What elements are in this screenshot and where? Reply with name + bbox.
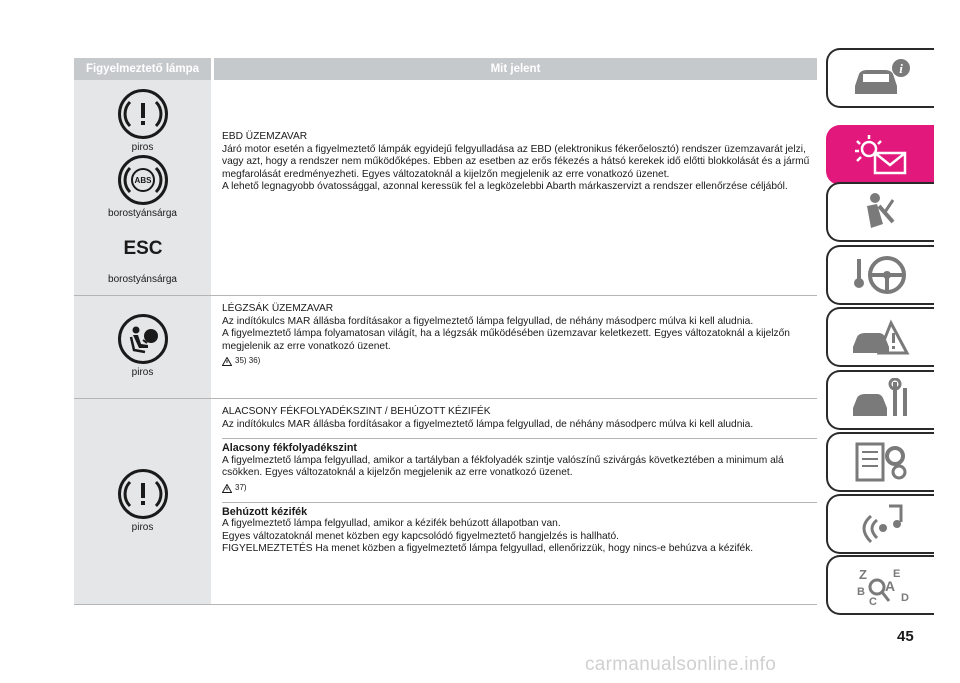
alphabetical-index-icon (849, 563, 913, 607)
refs-text: 35) 36) (235, 356, 261, 366)
svg-text:A: A (885, 578, 896, 594)
lamp-color-label: piros (131, 141, 154, 153)
row-title: LÉGZSÁK ÜZEMZAVAR (222, 303, 334, 314)
row-title: ALACSONY FÉKFOLYADÉKSZINT / BEHÚZOTT KÉZIFÉK (222, 406, 491, 417)
tab-steering-key[interactable] (826, 245, 934, 305)
tab-index[interactable] (826, 555, 934, 615)
lamp-cell (74, 399, 211, 604)
table-row-brake (74, 399, 817, 605)
seat-airbag-icon (849, 190, 913, 234)
subsection-handbrake (222, 502, 817, 556)
tab-seat-airbag[interactable] (826, 182, 934, 242)
technical-data-icon (849, 440, 913, 484)
warning-lights-message-icon (849, 133, 913, 177)
table-header (74, 58, 817, 80)
lamp-color-label: borostyánsárga (108, 207, 177, 219)
table-row-airbag (74, 296, 817, 399)
abs-icon-text: ABS (134, 175, 151, 185)
tab-warning-lights[interactable] (826, 125, 934, 185)
svg-text:i: i (899, 61, 903, 76)
esc-icon (118, 221, 168, 271)
svg-text:E: E (893, 568, 901, 580)
lamp-color-label: borostyánsárga (108, 273, 177, 285)
paragraph: A figyelmeztető lámpa folyamatosan világít, ha a légzsák működésében üzemzavar keletkezett. Egyes változatoknál a kijelzőn megjelenik az erre vonatkozó üzenet. (222, 328, 790, 352)
paragraph: A lehető legnagyobb óvatossággal, azonnal keressük fel a legközelebbi Abarth márkaszervizt a rendszer ellenőrzése céljából. (222, 181, 788, 193)
meaning-cell (214, 296, 817, 398)
lamp-color-label: piros (131, 521, 154, 533)
esc-icon-text: ESC (122, 237, 163, 259)
warning-triangle-icon (222, 357, 232, 366)
page-number: 45 (897, 628, 914, 645)
paragraph: A figyelmeztető lámpa felgyullad, amikor a tartályban a fékfolyadék szintje valószínű szivárgás következtében a minimum alá csökken. Egyes változatoknál a kijelzőn megjelenik az erre vonatkozó üzenet. (222, 454, 784, 479)
lamp-cell (74, 80, 211, 295)
steering-key-icon (849, 253, 913, 297)
paragraph: Az indítókulcs MAR állásba fordításakor a figyelmeztető lámpa felgyullad, de néhány másodperc múlva ki kell aludnia. (222, 315, 754, 327)
subsection-fluid (222, 438, 817, 494)
warning-refs[interactable] (222, 482, 817, 495)
lamp-color-label: piros (131, 367, 154, 378)
meaning-cell (214, 80, 817, 295)
table-row-ebd (74, 80, 817, 296)
tab-maintenance[interactable] (826, 370, 934, 430)
airbag-icon (118, 314, 168, 364)
subsection-title: Behúzott kézifék (222, 505, 308, 518)
row-title: EBD ÜZEMZAVAR (222, 131, 308, 142)
watermark: carmanualsonline.info (585, 654, 777, 675)
header-warning-light: Figyelmeztető lámpa (74, 58, 211, 80)
paragraph: Az indítókulcs MAR állásba fordításakor a figyelmeztető lámpa felgyullad, de néhány másodperc múlva ki kell aludnia. (222, 418, 754, 430)
paragraph: Járó motor esetén a figyelmeztető lámpák egyidejű felgyulladása az EBD (elektronikus fékerőelosztó) rendszer üzemzavarát jelzi, vagy azt, hogy a rendszer nem működőképes. Ebben az esetben az erős fékezés a hátsó kerekek idő előtti blokkolását és a jármű megfarolását eredményezheti. Egyes változatoknál a kijelzőn megjelenik az erre vonatkozó üzenet. (222, 143, 810, 180)
svg-text:B: B (857, 586, 865, 598)
refs-text: 37) (235, 482, 247, 492)
car-maintenance-icon (849, 378, 913, 422)
tab-car-info[interactable] (826, 48, 934, 108)
brake-warning-icon (118, 469, 168, 519)
svg-text:C: C (869, 596, 877, 607)
abs-icon (118, 155, 168, 205)
svg-text:Z: Z (859, 567, 867, 582)
car-info-icon (849, 56, 913, 100)
warning-refs[interactable] (222, 355, 817, 368)
warning-lights-table (74, 58, 817, 605)
lamp-cell (74, 296, 211, 398)
paragraph: A figyelmeztető lámpa felgyullad, amikor a kézifék behúzott állapotban van. (222, 518, 561, 530)
warning-triangle-icon (222, 484, 232, 493)
paragraph: Egyes változatoknál menet közben egy kapcsolódó figyelmeztető hangjelzés is hallható. (222, 530, 619, 542)
paragraph: FIGYELMEZTETÉS Ha menet közben a figyelmeztető lámpa felgyullad, ellenőrizzük, hogy nincs-e behúzva a kézifék. (222, 543, 754, 555)
tab-emergency[interactable] (826, 307, 934, 367)
brake-warning-icon (118, 89, 168, 139)
svg-text:D: D (901, 592, 909, 604)
meaning-cell (214, 399, 817, 604)
car-accident-icon (849, 315, 913, 359)
tab-technical-data[interactable] (826, 432, 934, 492)
multimedia-icon (849, 502, 913, 546)
subsection-title: Alacsony fékfolyadékszint (222, 442, 358, 455)
header-meaning: Mit jelent (214, 58, 817, 80)
tab-multimedia[interactable] (826, 494, 934, 554)
